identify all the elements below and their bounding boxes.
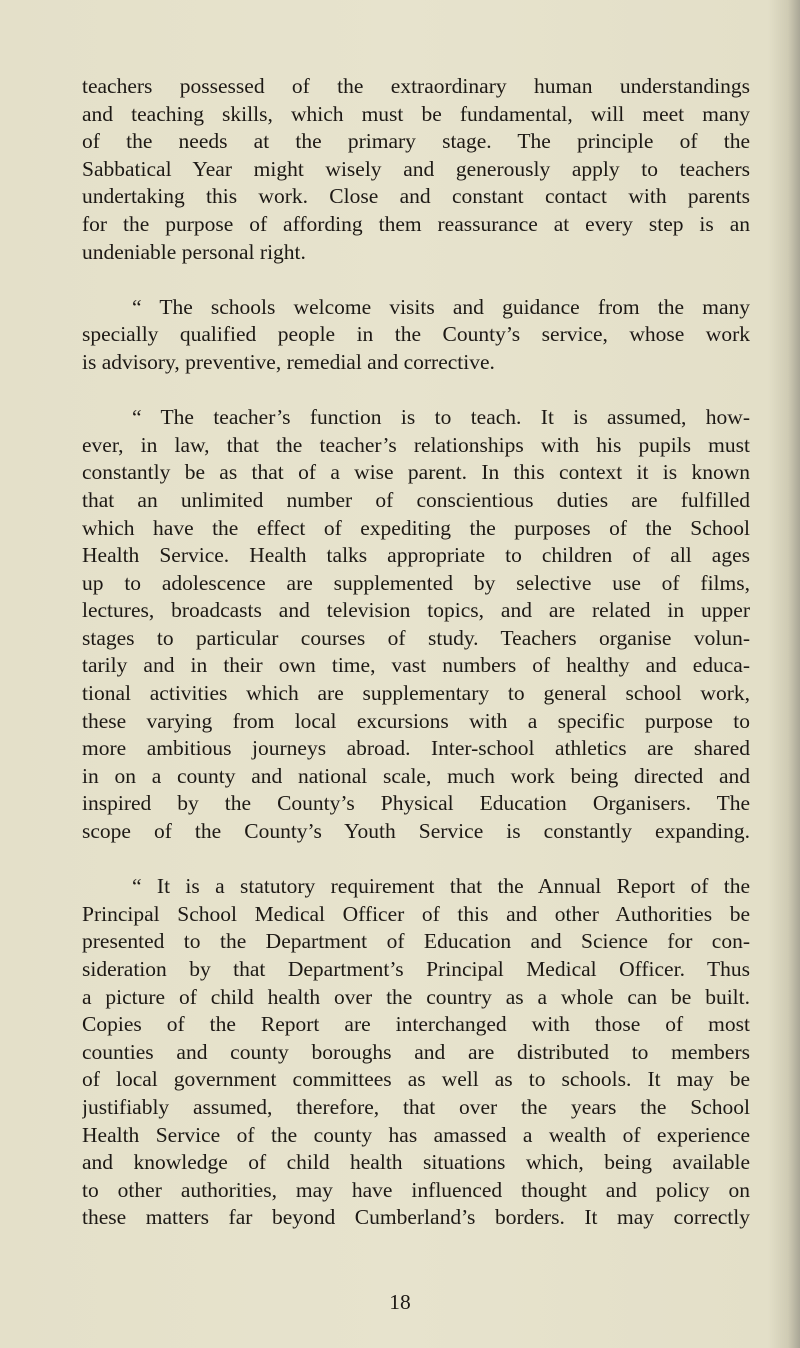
- text-line: more ambitious journeys abroad. Inter-school athletics are shared: [82, 736, 750, 761]
- text-line: these matters far beyond Cumberland’s borders. It may correctly: [82, 1205, 750, 1230]
- text-line: teachers possessed of the extraordinary human understandings: [82, 74, 750, 98]
- text-line: of the needs at the primary stage. The principle of the: [82, 129, 750, 154]
- text-line: for the purpose of affording them reassurance at every step is an: [82, 211, 750, 236]
- text-line: scope of the County’s Youth Service is constantly expanding.: [82, 819, 750, 844]
- text-line: inspired by the County’s Physical Education Organisers. The: [82, 791, 750, 816]
- text-line: specially qualified people in the County’s service, whose work: [82, 322, 750, 347]
- text-line: constantly be as that of a wise parent. In this context it is known: [82, 460, 750, 485]
- text-line: Health Service. Health talks appropriate to children of all ages: [82, 543, 750, 568]
- text-line: ever, in law, that the teacher’s relationships with his pupils must: [82, 432, 750, 457]
- text-line: and teaching skills, which must be fundamental, will meet many: [82, 101, 750, 126]
- paragraph-1: [82, 73, 750, 266]
- text-line: up to adolescence are supplemented by selective use of films,: [82, 570, 750, 595]
- text-line: Health Service of the county has amassed a wealth of experience: [82, 1122, 750, 1147]
- text-line: “ The schools welcome visits and guidance from the many: [132, 294, 750, 319]
- text-line: Copies of the Report are interchanged with those of most: [82, 1012, 750, 1037]
- text-line: tional activities which are supplementary to general school work,: [82, 681, 750, 706]
- text-line: Sabbatical Year might wisely and generously apply to teachers: [82, 156, 750, 181]
- text-line: justifiably assumed, therefore, that over the years the School: [82, 1094, 750, 1119]
- text-line: “ The teacher’s function is to teach. It is assumed, how-: [132, 405, 750, 430]
- text-line: which have the effect of expediting the purposes of the School: [82, 515, 750, 540]
- text-line: lectures, broadcasts and television topics, and are related in upper: [82, 598, 750, 623]
- paragraph-4: [82, 873, 750, 1232]
- text-line: undertaking this work. Close and constant contact with parents: [82, 184, 750, 209]
- text-line: and knowledge of child health situations which, being available: [82, 1150, 750, 1175]
- text-line: that an unlimited number of conscientious duties are fulfilled: [82, 487, 750, 512]
- paragraph-2: [82, 294, 750, 377]
- text-line: is advisory, preventive, remedial and corrective.: [82, 349, 495, 374]
- text-line: sideration by that Department’s Principal Medical Officer. Thus: [82, 957, 750, 981]
- page-number: 18: [389, 1290, 411, 1314]
- paragraph-3: [82, 404, 750, 846]
- text-line: “ It is a statutory requirement that the Annual Report of the: [132, 874, 750, 899]
- text-line: tarily and in their own time, vast numbers of healthy and educa-: [82, 653, 750, 678]
- page-body: [82, 73, 750, 1260]
- text-line: these varying from local excursions with a specific purpose to: [82, 708, 750, 733]
- text-line: to other authorities, may have influenced thought and policy on: [82, 1177, 750, 1202]
- text-line: a picture of child health over the country as a whole can be built.: [82, 984, 750, 1009]
- text-line: Principal School Medical Officer of this and other Authorities be: [82, 901, 750, 926]
- text-line: stages to particular courses of study. Teachers organise volun-: [82, 625, 750, 650]
- text-line: of local government committees as well as to schools. It may be: [82, 1067, 750, 1092]
- text-line: presented to the Department of Education and Science for con-: [82, 929, 750, 954]
- text-line: counties and county boroughs and are distributed to members: [82, 1039, 750, 1064]
- text-line: in on a county and national scale, much work being directed and: [82, 763, 750, 788]
- text-line: undeniable personal right.: [82, 239, 306, 264]
